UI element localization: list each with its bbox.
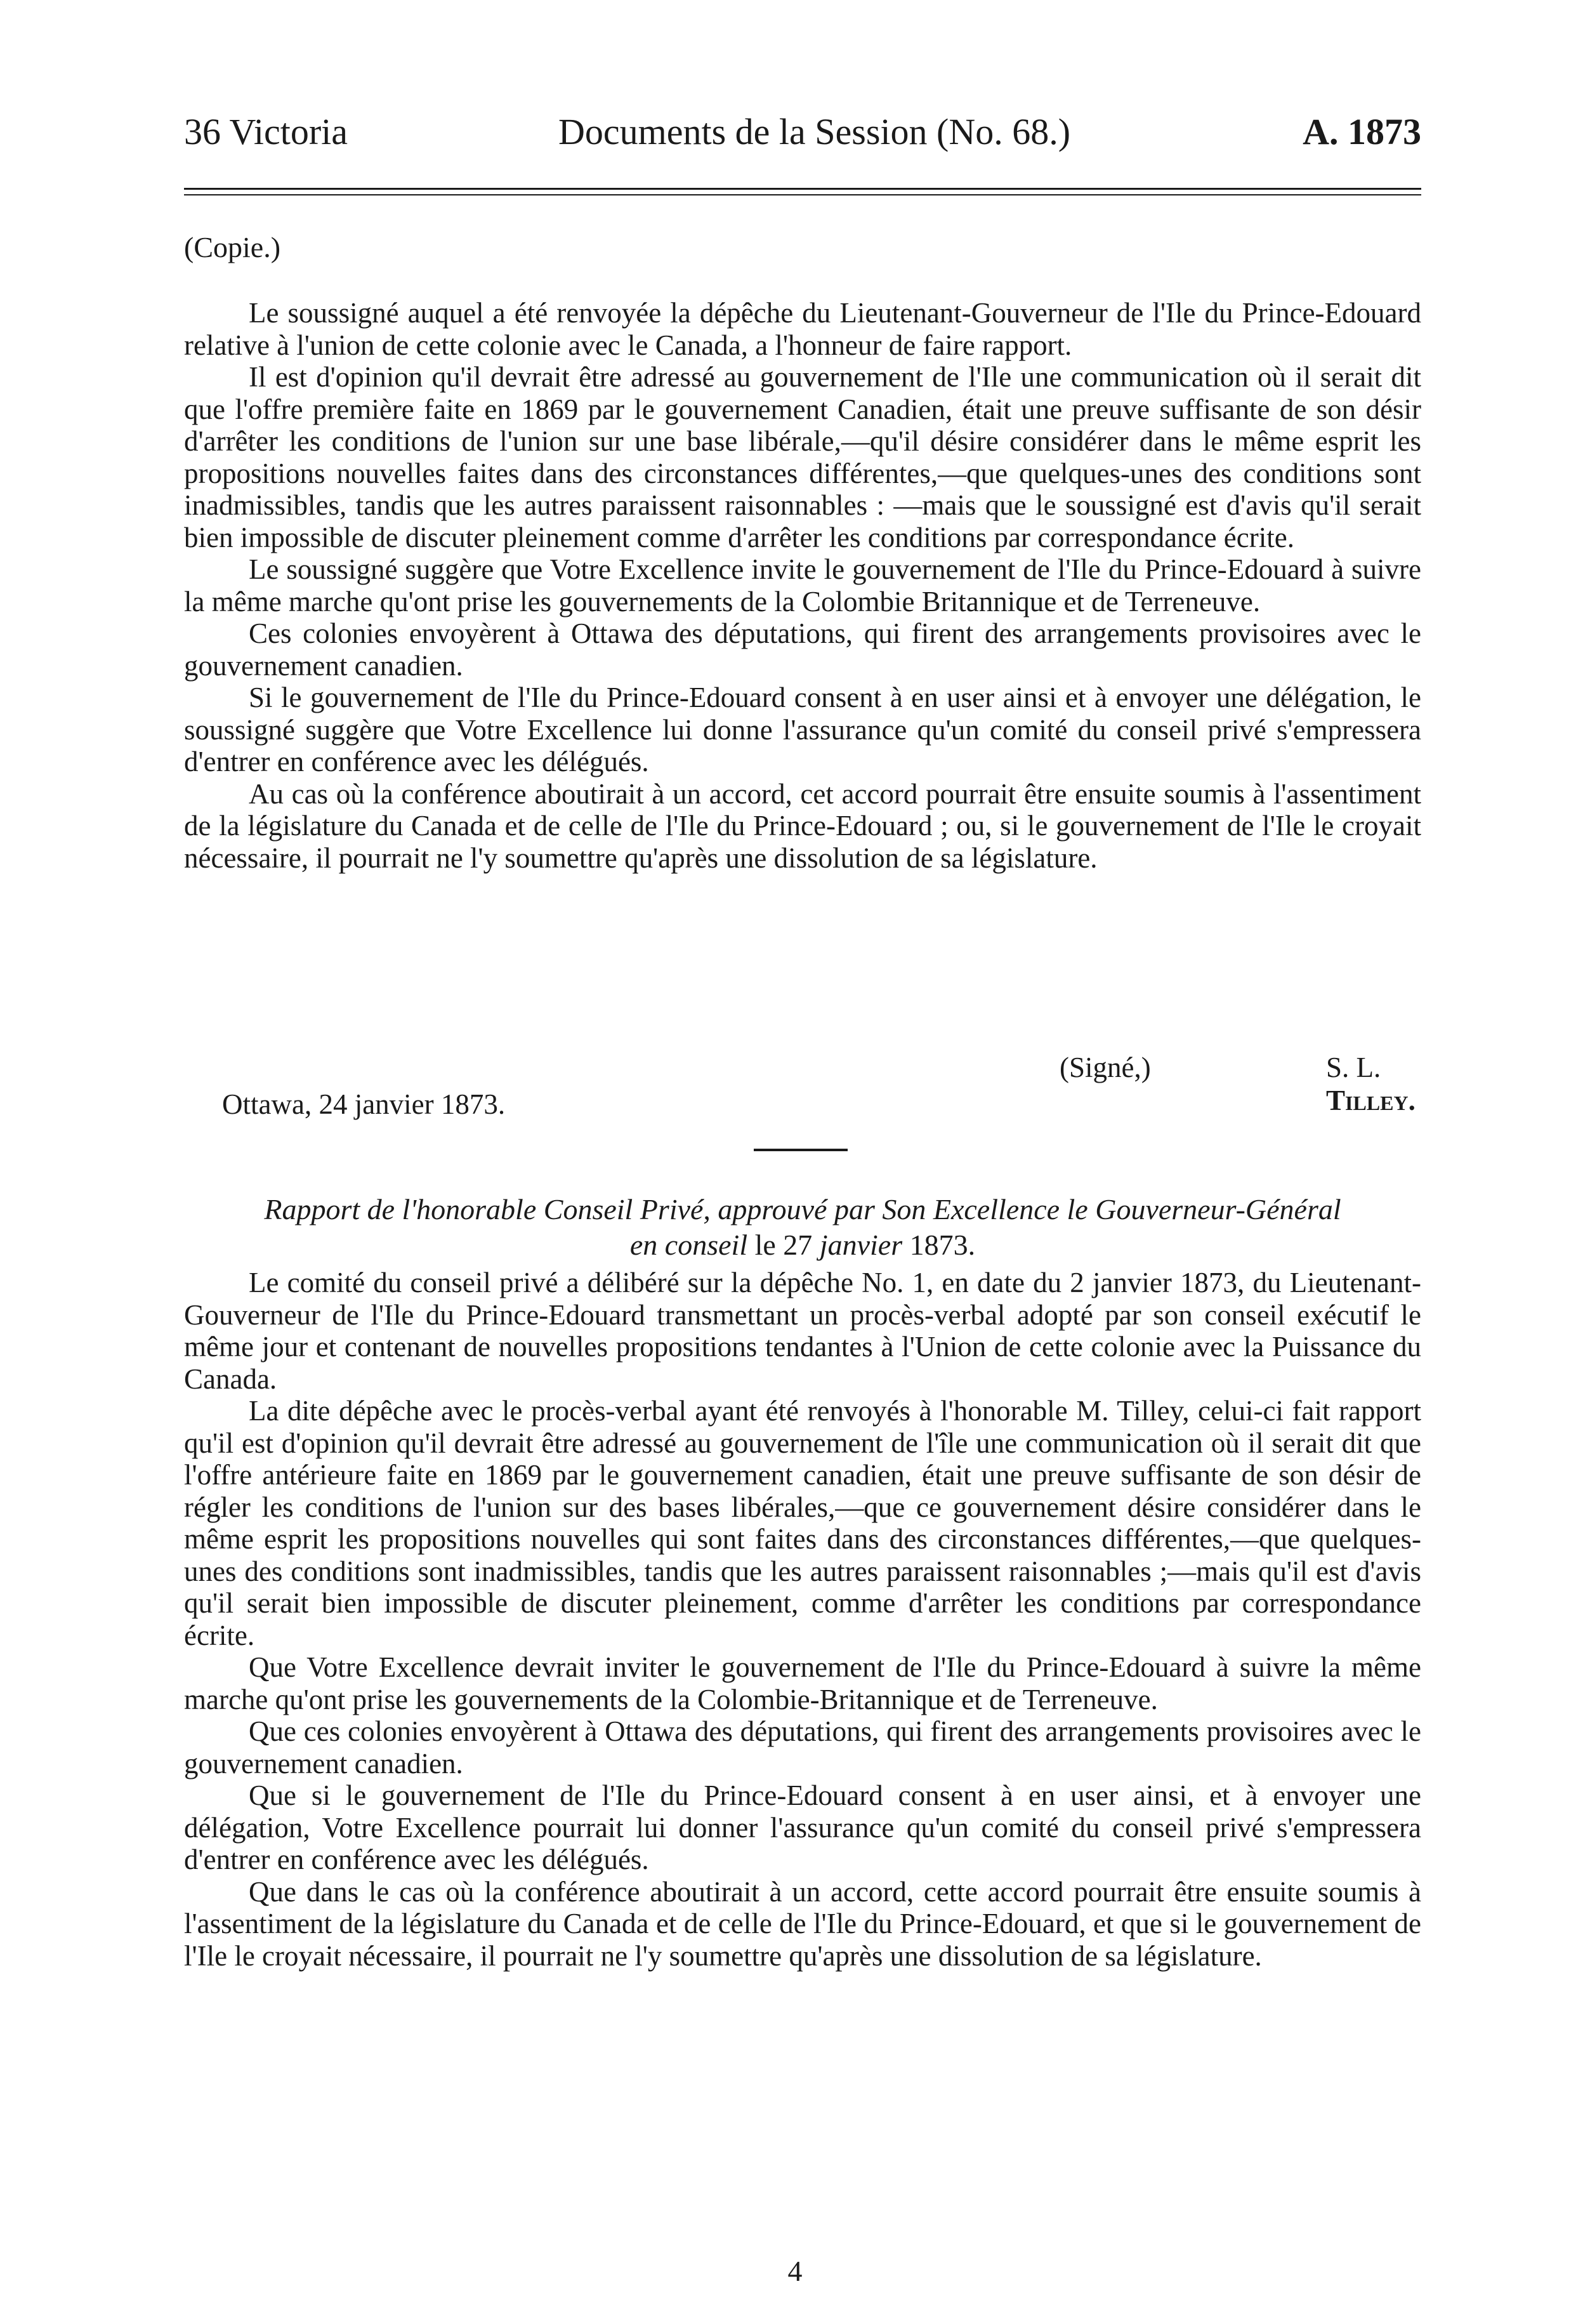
report-paragraph-4: Que ces colonies envoyèrent à Ottawa des députations, qui firent des arrangements provisoires avec le gouvernement canadien.	[184, 1715, 1421, 1779]
report-paragraph-6: Que dans le cas où la conférence aboutirait à un accord, cette accord pourrait être ensuite soumis à l'assentiment de la législature du Canada et de celle de l'Ile du Prince-Edouard, et que si le gouvernement de l'Ile le croyait nécessaire, il pourrait ne l'y soumettre qu'après une dissolution de sa législature.	[184, 1875, 1421, 1972]
signature-label: (Signé,)	[1060, 1052, 1151, 1083]
memo-paragraph-2: Il est d'opinion qu'il devrait être adressé au gouvernement de l'Ile une communication où il serait dit que l'offre première faite en 1869 par le gouvernement Canadien, était une preuve suffisante de son désir d'arrêter les conditions de l'union sur une base libérale,—qu'il désire considérer dans le même esprit les propositions nouvelles faites dans des circonstances différentes,—que quelques-unes des conditions sont inadmissibles, tandis que les autres paraissent raisonnables : —mais que le soussigné est d'avis qu'il serait bien impossible de discuter pleinement comme d'arrêter les conditions par correspondance écrite.	[184, 361, 1421, 553]
signatory-surname: Tilley.	[1326, 1085, 1416, 1116]
page-number: 4	[787, 2255, 803, 2287]
report-body	[184, 1267, 1421, 1972]
report-paragraph-5: Que si le gouvernement de l'Ile du Prince-Edouard consent à en user ainsi, et à envoyer une délégation, Votre Excellence pourrait lui donner l'assurance qu'un comité du conseil privé s'empressera d'entrer en conférence avec les délégués.	[184, 1779, 1421, 1875]
header-rule-bottom	[184, 194, 1421, 195]
header-volume: 36 Victoria	[184, 111, 348, 152]
report-title-line-2a: en conseil	[629, 1229, 748, 1261]
report-title-line-2d: 1873.	[902, 1229, 976, 1261]
signature-block	[184, 1047, 1421, 1130]
header-session-title: Documents de la Session (No. 68.)	[558, 111, 1071, 152]
report-title	[184, 1192, 1421, 1263]
signatory-initials: S. L.	[1326, 1052, 1381, 1083]
header-rule-top	[184, 188, 1421, 190]
signature-place-date: Ottawa, 24 janvier 1873.	[222, 1088, 506, 1120]
memo-paragraph-3: Le soussigné suggère que Votre Excellence invite le gouvernement de l'Ile du Prince-Edouard à suivre la même marche qu'ont prise les gouvernements de la Colombie Britannique et de Terreneuve.	[184, 553, 1421, 617]
report-title-line-2b: le 27	[747, 1229, 820, 1261]
memo-body	[184, 297, 1421, 874]
header-year: A. 1873	[1303, 111, 1421, 152]
section-separator	[754, 1149, 848, 1151]
report-paragraph-1: Le comité du conseil privé a délibéré sur la dépêche No. 1, en date du 2 janvier 1873, du Lieutenant-Gouverneur de l'Ile du Prince-Edouard transmettant un procès-verbal adopté par son conseil exécutif le même jour et contenant de nouvelles propositions tendantes à l'Union de cette colonie avec la Puissance du Canada.	[184, 1267, 1421, 1395]
copy-label: (Copie.)	[184, 231, 281, 263]
memo-paragraph-4: Ces colonies envoyèrent à Ottawa des députations, qui firent des arrangements provisoires avec le gouvernement canadien.	[184, 617, 1421, 682]
report-title-line-2c: janvier	[819, 1229, 903, 1261]
report-paragraph-2: La dite dépêche avec le procès-verbal ayant été renvoyés à l'honorable M. Tilley, celui-ci fait rapport qu'il est d'opinion qu'il devrait être adressé au gouvernement de l'île une communication où il serait dit que l'offre antérieure faite en 1869 par le gouvernement canadien, était une preuve suffisante de son désir de régler les conditions de l'union sur des bases libérales,—que ce gouvernement désire considérer dans le même esprit les propositions nouvelles qui sont faites dans des circonstances différentes,—que quelques-unes des conditions sont inadmissibles, tandis que les autres paraissent raisonnables ;—mais qu'il est d'avis qu'il serait bien impossible de discuter pleinement, comme d'arrêter les conditions par correspondance écrite.	[184, 1395, 1421, 1651]
memo-paragraph-5: Si le gouvernement de l'Ile du Prince-Edouard consent à en user ainsi et à envoyer une délégation, le soussigné suggère que Votre Excellence lui donne l'assurance qu'un comité du conseil privé s'empressera d'entrer en conférence avec les délégués.	[184, 682, 1421, 777]
memo-paragraph-1: Le soussigné auquel a été renvoyée la dépêche du Lieutenant-Gouverneur de l'Ile du Prince-Edouard relative à l'union de cette colonie avec le Canada, a l'honneur de faire rapport.	[184, 297, 1421, 361]
report-title-line-1: Rapport de l'honorable Conseil Privé, approuvé par Son Excellence le Gouverneur-Général	[264, 1193, 1341, 1225]
memo-paragraph-6: Au cas où la conférence aboutirait à un accord, cet accord pourrait être ensuite soumis à l'assentiment de la législature du Canada et de celle de l'Ile du Prince-Edouard ; ou, si le gouvernement de l'Ile le croyait nécessaire, il pourrait ne l'y soumettre qu'après une dissolution de sa législature.	[184, 777, 1421, 874]
signatory-name	[1326, 1051, 1421, 1117]
running-header	[184, 107, 1421, 157]
report-paragraph-3: Que Votre Excellence devrait inviter le gouvernement de l'Ile du Prince-Edouard à suivre la même marche qu'ont prise les gouvernements de la Colombie-Britannique et de Terreneuve.	[184, 1651, 1421, 1715]
